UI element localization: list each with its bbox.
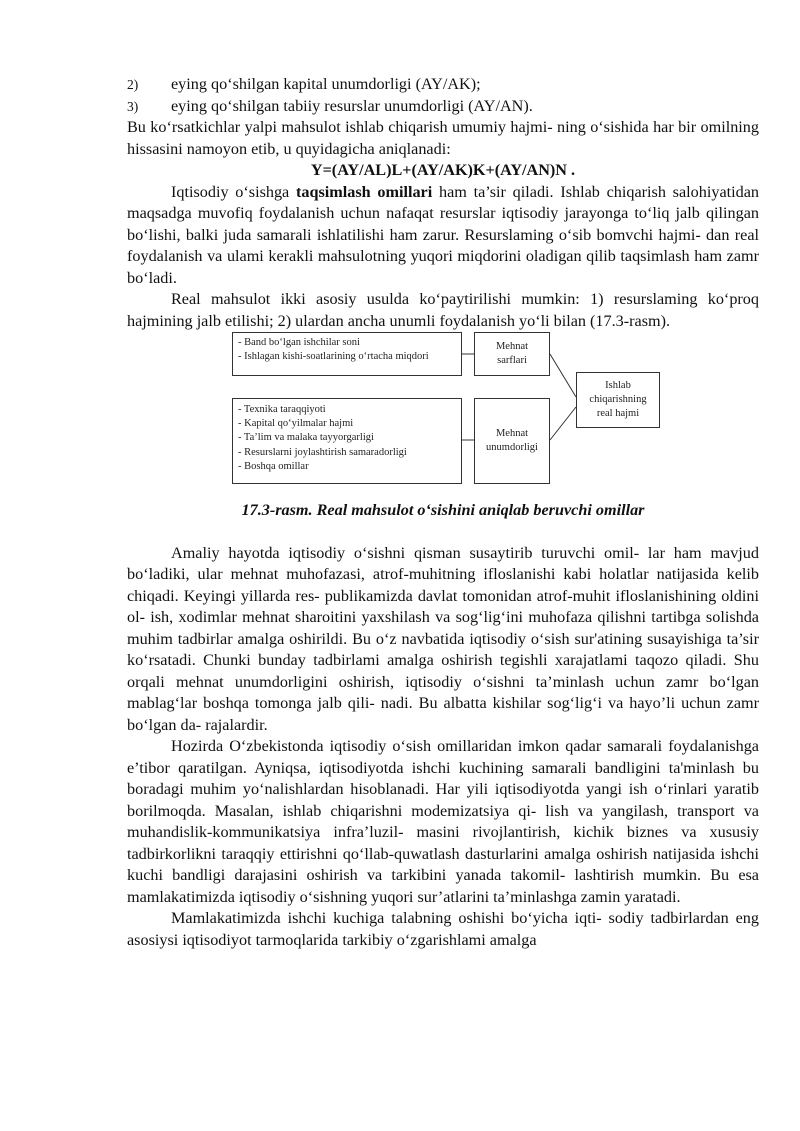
box-line: Mehnat: [495, 427, 529, 439]
labor-inputs-box: [232, 332, 462, 376]
document-page: [127, 74, 759, 951]
box-line: chiqarishning: [589, 393, 647, 405]
list-number: 3): [127, 98, 139, 114]
real-output-paragraph: Real mahsulot ikki asosiy usulda ko‘paytirilishi mumkin: 1) resurslaming ko‘proq hajmining jalb etilishi; 2) ulardan ancha unumli foydalanish yo‘li bilan (17.3-rasm).: [127, 290, 759, 330]
list-text: eying qo‘shilgan tabiiy resurslar unumdorligi (AY/AN).: [171, 96, 533, 115]
box-line: - Band bo‘lgan ishchilar soni: [238, 337, 360, 348]
box-line: - Boshqa omillar: [238, 460, 309, 472]
labor-costs-box: [474, 332, 550, 376]
bold-term: taqsimlash omillari: [295, 182, 433, 201]
box-line: Ishlab: [605, 379, 631, 391]
list-text: eying qo‘shilgan kapital unumdorligi (AY/AK);: [171, 75, 481, 93]
real-output-box: [576, 372, 660, 428]
box-line: real hajmi: [596, 408, 640, 420]
box-line: - Texnika taraqqiyoti: [238, 404, 326, 415]
body-paragraph: Mamlakatimizda ishchi kuchiga talabning oshishi bo‘yicha iqti- sodiy tadbirlardan eng asosiysi iqtisodiyot tarmoqlarida tarkibiy o‘zgarishlami amalga: [127, 909, 759, 949]
formula: Y=(AY/AL)L+(AY/AK)K+(AY/AN)N .: [310, 161, 576, 179]
box-line: unumdorligi: [486, 442, 538, 453]
box-line: - Ishlagan kishi-soatlarining o‘rtacha miqdori: [238, 351, 429, 363]
text-span: ham ta’sir qiladi. Ishlab chiqarish salohiyatidan maqsadga muvofiq foydalanish uchun nafaqat resurslar iqtisodiy jarayonga to‘liq jalb qilingan bo‘lishi, balki juda samarali ishlatilishi ham zarur. Resurslaming o‘sib bomvchi hajmi- dan real foydalanish va ulami kerakli mahsulotning yuqori miqdorini oladigan qilib taqsimlash ham zamr bo‘ladi.: [127, 182, 759, 287]
list-number: 2): [127, 77, 139, 92]
intro-paragraph: Bu ko‘rsatkichlar yalpi mahsulot ishlab chiqarish umumiy hajmi- ning o‘sishida har bir omilning hissasini namoyon etib, u quyidagicha aniqlanadi:: [127, 118, 759, 158]
box-line: sarflari: [497, 355, 527, 366]
figure-caption: 17.3-rasm. Real mahsulot o‘sishini aniqlab beruvchi omillar: [241, 501, 645, 519]
distribution-paragraph: [127, 182, 759, 290]
box-line: - Ta’lim va malaka tayyorgarligi: [238, 432, 374, 444]
list-item: [127, 74, 759, 96]
text-span: Iqtisodiy o‘sishga: [171, 182, 296, 201]
box-line: - Resurslarni joylashtirish samaradorligi: [238, 446, 407, 458]
body-paragraph: Hozirda O‘zbekistonda iqtisodiy o‘sish omillaridan imkon qadar samarali foydalanishga e’tibor qaratilgan. Ayniqsa, iqtisodiyotda ishchi kuchining samarali bandligini ta'minlash bu boradagi muhim yo‘nalishlardan hisoblanadi. Har yili iqtisodiyotda yangi ish o‘rinlari yaratib borilmoqda. Masalan, ishlab chiqarishni modemizatsiya qi- lish va yangilash, transport va muhandislik-kommunikatsiya infra’luzil- masini rivojlantirish, kichik biznes va xususiy tadbirkorlikni taraqqiy ettirishni qo‘llab-quwatlash dasturlarini amalga oshirish natijasida ishchi kuchi bandligi darajasini oshirish va tarkibini yanada takomil- lashtirish mumkin. Bu esa mamlakatimizda iqtisodiy o‘sishning yuqori sur’atlarini ta’minlashga zamin yaratadi.: [127, 737, 759, 906]
labor-productivity-box: [474, 398, 550, 484]
productivity-factors-box: [232, 398, 462, 484]
list-item: [127, 96, 759, 118]
factors-diagram: [230, 332, 662, 492]
box-line: - Kapital qo‘yilmalar hajmi: [238, 418, 354, 430]
box-line: Mehnat: [495, 340, 529, 352]
body-paragraph: Amaliy hayotda iqtisodiy o‘sishni qisman susaytirib turuvchi omil- lar ham mavjud bo‘ladiki, ular mehnat muhofazasi, atrof-muhitning ifloslanishi kabi holatlar natijasida kelib chiqadi. Keyingi yillarda res- publikamizda davlat tomonidan atrof-muhit ifloslanishining oldini ol- ish, xodimlar mehnat sharoitini yaxshilash va sog‘lig‘ini muhofaza qilishni tartibga solishda muhim tadbirlar amalga oshirildi. Bu o‘z navbatida iqtisodiy o‘sish sur'atining susayishiga ta’sir ko‘rsatadi. Chunki bunday tadbirlami amalga oshirish tegishli xarajatlami taqozo qiladi. Shu orqali mehnat unumdorligini oshirish, iqtisodiy o‘sishni ta’minlash uchun zamr bo‘lgan mablag‘lar boshqa tomonga jalb qili- nadi. Bu albatta kishilar sog‘lig‘i va hayo’li uchun zamr bo‘lgan da- rajalardir.: [127, 543, 759, 734]
